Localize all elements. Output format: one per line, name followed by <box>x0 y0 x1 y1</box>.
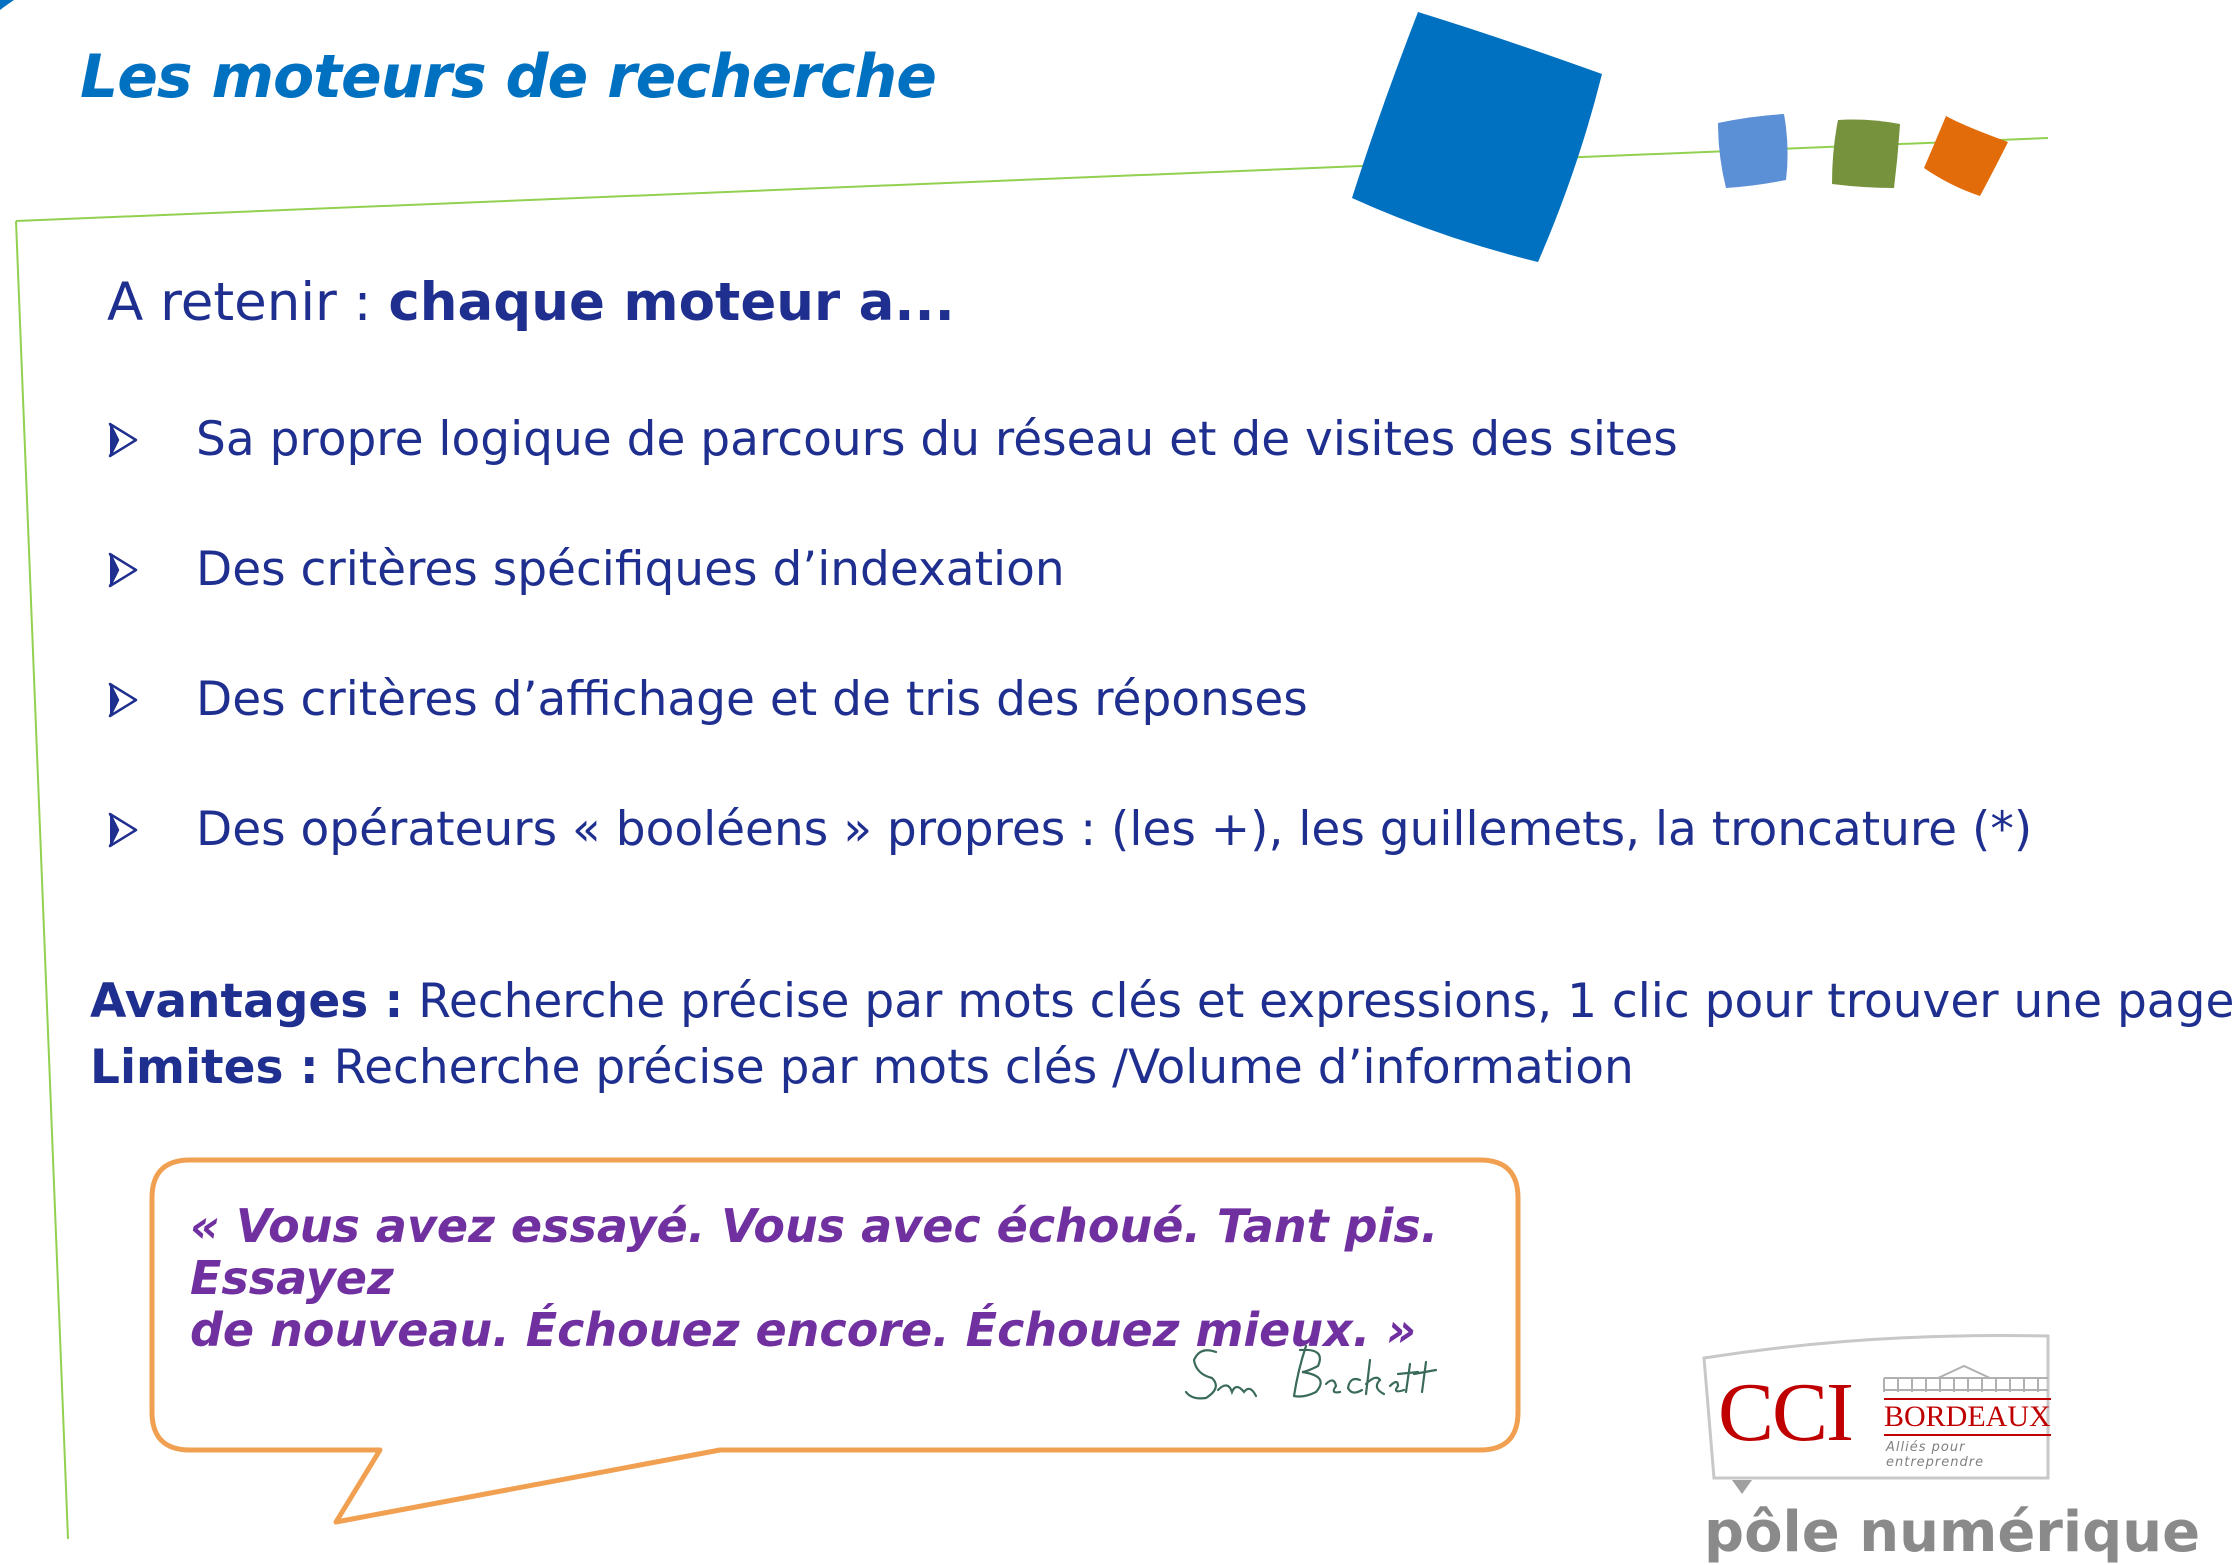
pole-numerique-label: pôle numérique <box>1704 1500 2201 1565</box>
subtitle-bold: chaque moteur a... <box>388 272 955 333</box>
advantages-label: Avantages : <box>90 974 404 1029</box>
advantages-text: Recherche précise par mots clés et expressions, 1 clic pour trouver une page <box>403 974 2234 1029</box>
limits-label: Limites : <box>90 1040 319 1095</box>
bullet-text: Des critères spécifiques d’indexation <box>196 542 1065 597</box>
bullet-text: Des opérateurs « booléens » propres : (les +), les guillemets, la troncature (*) <box>196 802 2033 857</box>
quote-line-1: « Vous avez essayé. Vous avec échoué. Tant pis. Essayez <box>190 1199 1439 1305</box>
bordeaux-label: BORDEAUX <box>1884 1398 2051 1436</box>
cci-logo: CCI <box>1718 1366 1853 1459</box>
bullet-text: Des critères d’affichage et de tris des réponses <box>196 672 1308 727</box>
logo-tagline: Alliés pour entreprendre <box>1886 1440 1985 1470</box>
bullet-text: Sa propre logique de parcours du réseau et de visites des sites <box>196 412 1678 467</box>
limits-text: Recherche précise par mots clés /Volume d’information <box>318 1040 1634 1095</box>
quote-line-2: de nouveau. Échouez encore. Échouez mieux. » <box>190 1303 1417 1357</box>
subtitle-prefix: A retenir : <box>107 272 389 333</box>
slide-title: Les moteurs de recherche <box>80 42 936 112</box>
